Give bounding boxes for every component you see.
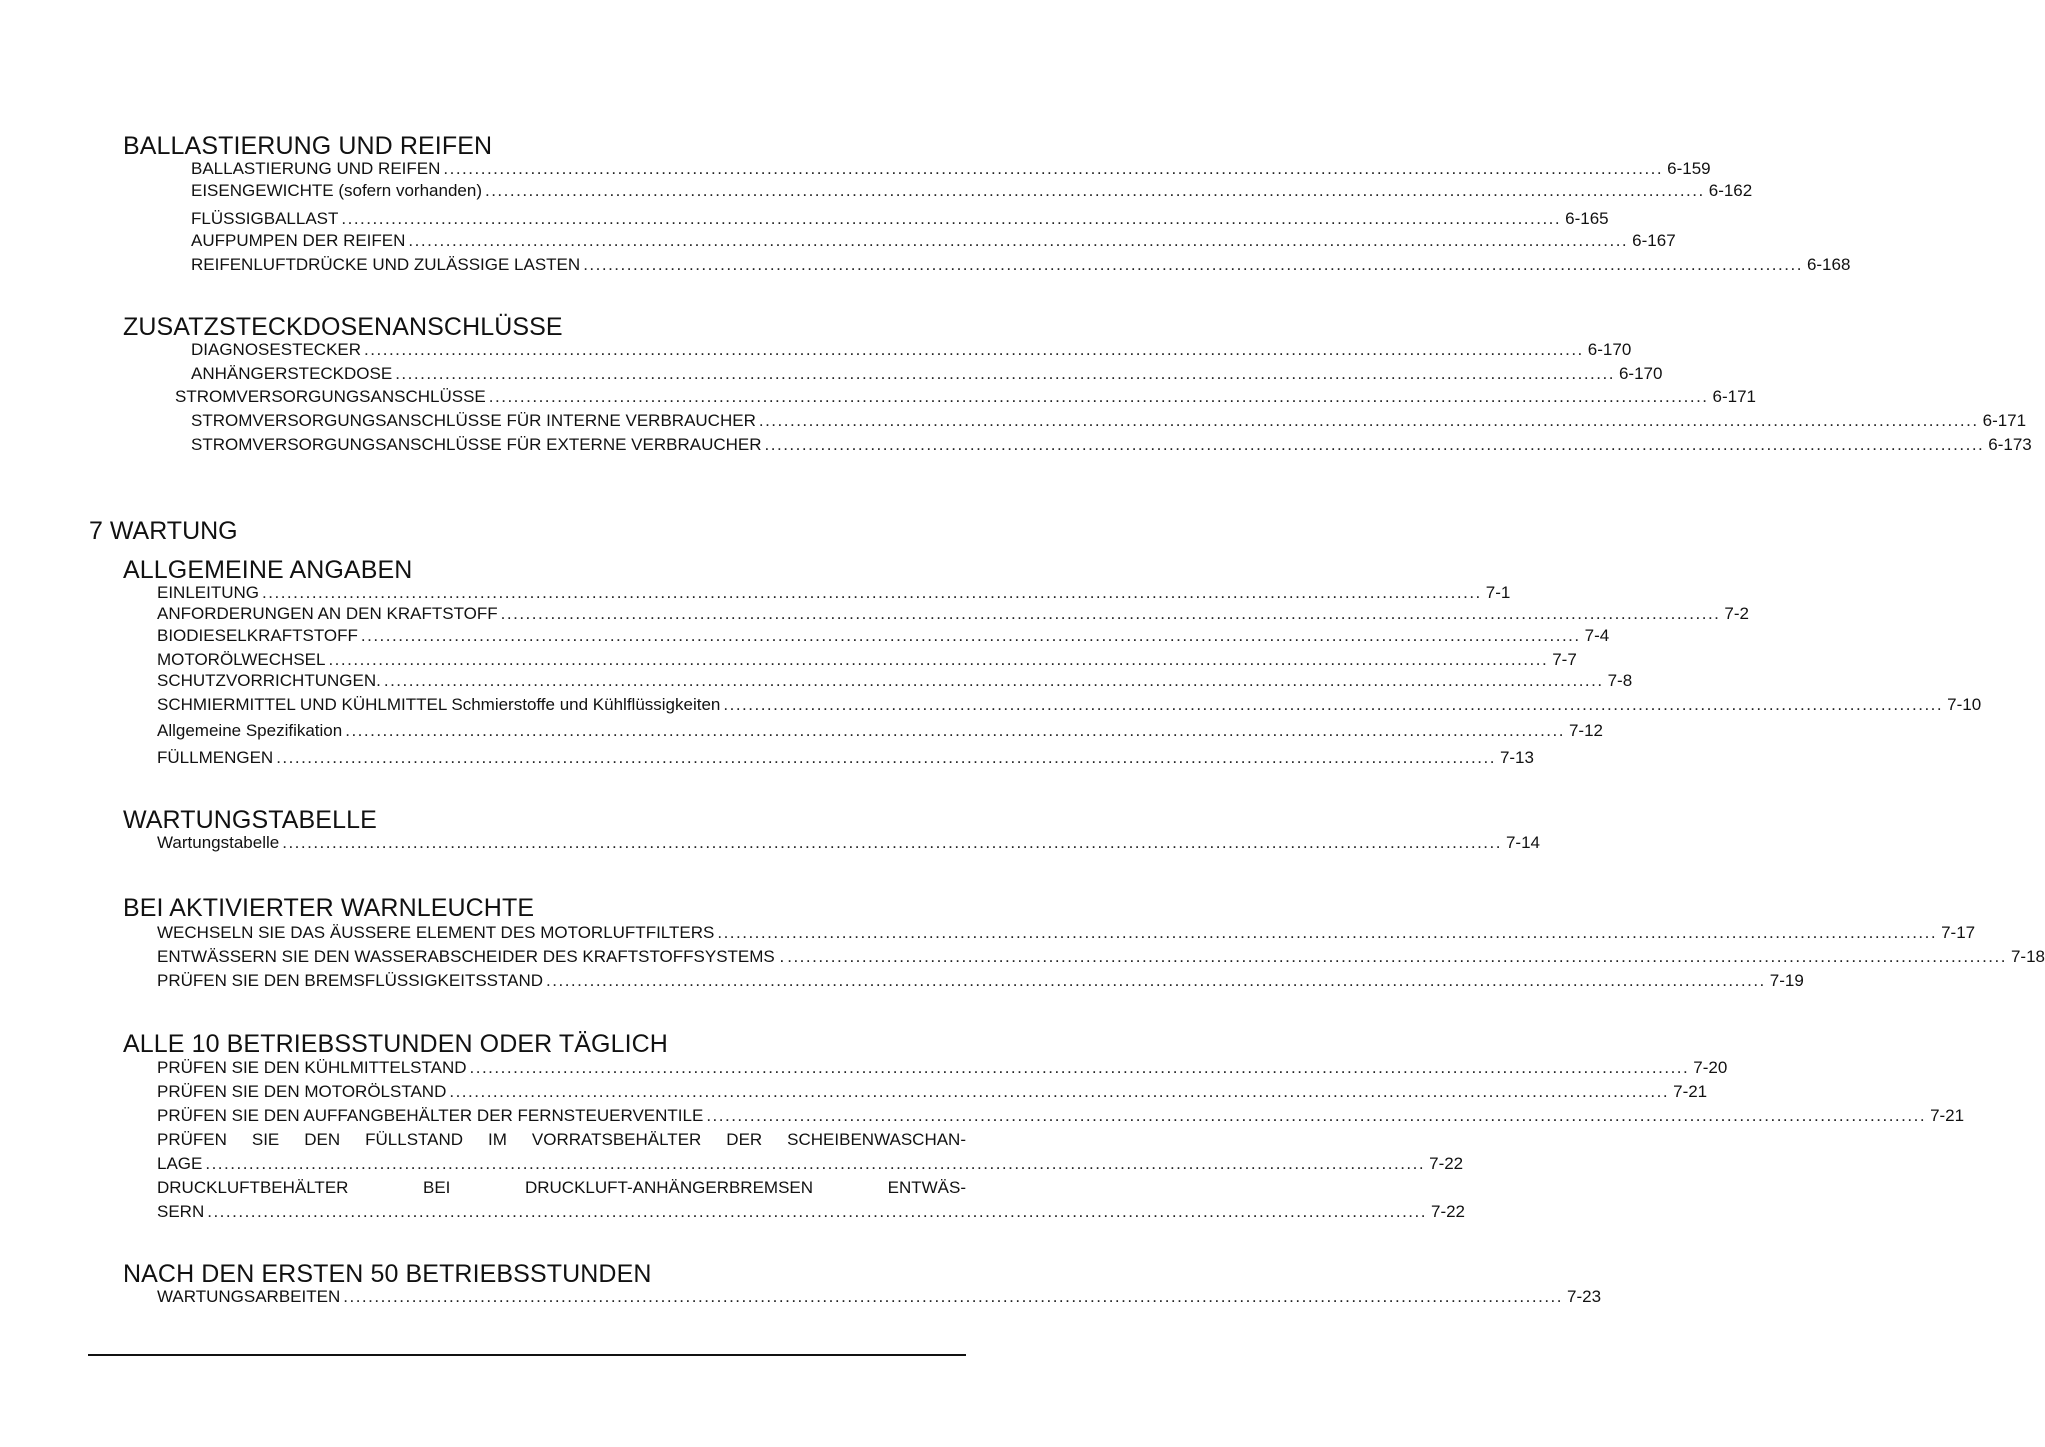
dot-leader: .................................................................................................................................................................................................... xyxy=(706,1106,1927,1125)
dot-leader: .................................................................................................................................................................................................... xyxy=(583,255,1803,274)
dot-leader: .................................................................................................................................................................................................... xyxy=(764,435,1985,454)
footer-rule xyxy=(88,1354,966,1356)
toc-entry[interactable] xyxy=(157,747,1534,769)
toc-entry-page: 6-171 xyxy=(1982,411,2027,430)
toc-entry[interactable] xyxy=(191,254,1851,276)
toc-entry-page: 6-165 xyxy=(1565,209,1609,228)
toc-entry-label: Allgemeine Spezifikation xyxy=(157,721,343,740)
toc-entry-page: 7-18 xyxy=(2010,947,2045,966)
dot-leader: .................................................................................................................................................................................................... xyxy=(383,671,1604,690)
toc-entry-page: 7-8 xyxy=(1607,671,1633,690)
section-heading-warnleuchte: BEI AKTIVIERTER WARNLEUCHTE xyxy=(123,894,535,922)
dot-leader: .................................................................................................................................................................................................... xyxy=(488,387,1709,406)
toc-entry-page: 6-159 xyxy=(1667,159,1711,178)
dot-leader: .................................................................................................................................................................................................... xyxy=(787,947,2007,966)
toc-entry[interactable] xyxy=(157,946,2045,968)
toc-entry-page: 7-2 xyxy=(1724,604,1749,623)
dot-leader: .................................................................................................................................................................................................... xyxy=(343,1287,1563,1306)
section-heading-fuenfzig: NACH DEN ERSTEN 50 BETRIEBSSTUNDEN xyxy=(123,1260,652,1288)
toc-entry[interactable] xyxy=(157,582,1511,604)
chapter-heading: 7 WARTUNG xyxy=(89,517,238,545)
toc-entry-page: 7-17 xyxy=(1941,923,1976,942)
toc-entry-wrapped-line[interactable]: PRÜFEN SIE DEN FÜLLSTAND IM VORRATSBEHÄLTER DER SCHEIBENWASCHAN- xyxy=(157,1130,966,1149)
toc-entry-label: WECHSELN SIE DAS ÄUSSERE ELEMENT DES MOTORLUFTFILTERS xyxy=(157,923,715,942)
dot-leader: .................................................................................................................................................................................................... xyxy=(408,231,1629,250)
dot-leader: .................................................................................................................................................................................................... xyxy=(717,923,1938,942)
toc-entry[interactable] xyxy=(191,230,1676,252)
toc-entry-label: EINLEITUNG xyxy=(157,583,260,602)
toc-entry[interactable] xyxy=(157,1153,1464,1175)
toc-entry[interactable] xyxy=(157,649,1577,671)
dot-leader: .................................................................................................................................................................................................... xyxy=(449,1082,1670,1101)
toc-entry[interactable] xyxy=(157,720,1603,742)
dot-leader: .................................................................................................................................................................................................... xyxy=(341,209,1562,228)
dot-leader: .................................................................................................................................................................................................... xyxy=(282,833,1502,852)
toc-entry-label: BIODIESELKRAFTSTOFF xyxy=(157,626,358,645)
toc-entry-label: SCHMIERMITTEL UND KÜHLMITTEL Schmierstoffe und Kühlflüssigkeiten xyxy=(157,695,721,714)
toc-entry[interactable] xyxy=(157,832,1540,854)
toc-entry[interactable] xyxy=(157,1286,1602,1308)
toc-entry-page: 6-173 xyxy=(1988,435,2032,454)
toc-entry-label: ANHÄNGERSTECKDOSE xyxy=(191,364,393,383)
dot-leader: .................................................................................................................................................................................................... xyxy=(758,411,1979,430)
toc-entry[interactable] xyxy=(191,339,1632,361)
toc-entry-page: 7-4 xyxy=(1584,626,1610,645)
toc-entry[interactable] xyxy=(157,922,1976,944)
toc-entry[interactable] xyxy=(191,158,1711,180)
toc-entry[interactable] xyxy=(157,1057,1728,1079)
toc-entry-label: LAGE xyxy=(157,1154,203,1173)
toc-entry-page: 6-168 xyxy=(1806,255,1851,274)
toc-entry-label: STROMVERSORGUNGSANSCHLÜSSE xyxy=(175,387,486,406)
dot-leader: .................................................................................................................................................................................................... xyxy=(360,626,1581,645)
toc-entry-page: 6-162 xyxy=(1708,181,1753,200)
toc-entry-label: PRÜFEN SIE DEN KÜHLMITTELSTAND xyxy=(157,1058,467,1077)
toc-entry-label: PRÜFEN SIE DEN AUFFANGBEHÄLTER DER FERNSTEUERVENTILE xyxy=(157,1106,704,1125)
toc-entry[interactable] xyxy=(191,208,1609,230)
toc-entry-label: STROMVERSORGUNGSANSCHLÜSSE FÜR INTERNE VERBRAUCHER xyxy=(191,411,756,430)
toc-entry-label: PRÜFEN SIE DEN MOTORÖLSTAND xyxy=(157,1082,447,1101)
dot-leader: .................................................................................................................................................................................................... xyxy=(500,604,1721,623)
section-heading-allgemein: ALLGEMEINE ANGABEN xyxy=(123,556,413,584)
toc-entry[interactable] xyxy=(157,1081,1708,1103)
section-heading-ballast: BALLASTIERUNG UND REIFEN xyxy=(123,132,493,160)
toc-entry-label: BALLASTIERUNG UND REIFEN xyxy=(191,159,441,178)
toc-entry[interactable] xyxy=(157,1201,1466,1223)
toc-entry-page: 7-12 xyxy=(1568,721,1603,740)
toc-entry[interactable] xyxy=(191,363,1663,385)
toc-entry[interactable] xyxy=(191,180,1753,202)
toc-entry-page: 7-19 xyxy=(1769,971,1804,990)
dot-leader: .................................................................................................................................................................................................... xyxy=(546,971,1766,990)
toc-entry-page: 7-21 xyxy=(1673,1082,1708,1101)
toc-entry-page: 7-23 xyxy=(1567,1287,1602,1306)
toc-entry-page: 6-170 xyxy=(1587,340,1632,359)
toc-entry-label: PRÜFEN SIE DEN BREMSFLÜSSIGKEITSSTAND xyxy=(157,971,544,990)
toc-entry-label: DIAGNOSESTECKER xyxy=(191,340,362,359)
toc-entry-page: 7-20 xyxy=(1693,1058,1728,1077)
dot-leader: .................................................................................................................................................................................................... xyxy=(205,1154,1426,1173)
toc-entry-page: 7-10 xyxy=(1947,695,1982,714)
toc-entry[interactable] xyxy=(157,1105,1965,1127)
toc-entry-page: 7-13 xyxy=(1499,748,1534,767)
dot-leader: .................................................................................................................................................................................................... xyxy=(469,1058,1690,1077)
toc-entry[interactable] xyxy=(157,603,1749,625)
toc-entry-label: STROMVERSORGUNGSANSCHLÜSSE FÜR EXTERNE VERBRAUCHER xyxy=(191,435,762,454)
toc-entry-label: AUFPUMPEN DER REIFEN xyxy=(191,231,406,250)
toc-entry-page: 6-171 xyxy=(1712,387,1757,406)
toc-entry-label: ANFORDERUNGEN AN DEN KRAFTSTOFF xyxy=(157,604,498,623)
toc-entry[interactable] xyxy=(191,434,2032,456)
toc-entry[interactable] xyxy=(157,670,1633,692)
toc-entry-page: 6-167 xyxy=(1632,231,1676,250)
toc-entry-label: Wartungstabelle xyxy=(157,833,280,852)
toc-entry-wrapped-line[interactable]: DRUCKLUFTBEHÄLTER BEI DRUCKLUFT-ANHÄNGERBREMSEN ENTWÄS- xyxy=(157,1178,966,1197)
dot-leader: .................................................................................................................................................................................................... xyxy=(207,1202,1427,1221)
toc-entry-label: SERN xyxy=(157,1202,205,1221)
dot-leader: .................................................................................................................................................................................................... xyxy=(723,695,1944,714)
toc-entry-label: FLÜSSIGBALLAST xyxy=(191,209,339,228)
toc-entry-page: 7-14 xyxy=(1505,833,1540,852)
dot-leader: .................................................................................................................................................................................................... xyxy=(395,364,1615,383)
toc-entry-label: ENTWÄSSERN SIE DEN WASSERABSCHEIDER DES KRAFTSTOFFSYSTEMS . xyxy=(157,947,785,966)
dot-leader: .................................................................................................................................................................................................... xyxy=(443,159,1664,178)
section-heading-tabelle: WARTUNGSTABELLE xyxy=(123,806,377,834)
dot-leader: .................................................................................................................................................................................................... xyxy=(345,721,1565,740)
toc-entry-page: 7-1 xyxy=(1485,583,1511,602)
toc-entry-label: SCHUTZVORRICHTUNGEN. xyxy=(157,671,381,690)
toc-entry-page: 7-21 xyxy=(1930,1106,1965,1125)
dot-leader: .................................................................................................................................................................................................... xyxy=(364,340,1584,359)
toc-entry[interactable] xyxy=(157,694,1982,716)
toc-entry-label: MOTORÖLWECHSEL xyxy=(157,650,326,669)
toc-entry-label: REIFENLUFTDRÜCKE UND ZULÄSSIGE LASTEN xyxy=(191,255,581,274)
toc-entry-page: 7-22 xyxy=(1429,1154,1464,1173)
section-heading-zehn: ALLE 10 BETRIEBSSTUNDEN ODER TÄGLICH xyxy=(123,1030,668,1058)
toc-entry[interactable] xyxy=(175,386,1757,408)
toc-entry-page: 7-22 xyxy=(1430,1202,1466,1221)
section-heading-zusatz: ZUSATZSTECKDOSENANSCHLÜSSE xyxy=(123,313,563,341)
dot-leader: .................................................................................................................................................................................................... xyxy=(276,748,1496,767)
dot-leader: .................................................................................................................................................................................................... xyxy=(262,583,1482,602)
toc-entry[interactable] xyxy=(191,410,2027,432)
toc-entry-page: 7-7 xyxy=(1552,650,1577,669)
toc-entry-label: WARTUNGSARBEITEN xyxy=(157,1287,341,1306)
toc-entry[interactable] xyxy=(157,970,1804,992)
dot-leader: .................................................................................................................................................................................................... xyxy=(484,181,1705,200)
toc-entry-page: 6-170 xyxy=(1618,364,1663,383)
dot-leader: .................................................................................................................................................................................................... xyxy=(328,650,1549,669)
toc-entry-label: EISENGEWICHTE (sofern vorhanden) xyxy=(191,181,482,200)
toc-entry[interactable] xyxy=(157,625,1610,647)
toc-entry-label: FÜLLMENGEN xyxy=(157,748,274,767)
